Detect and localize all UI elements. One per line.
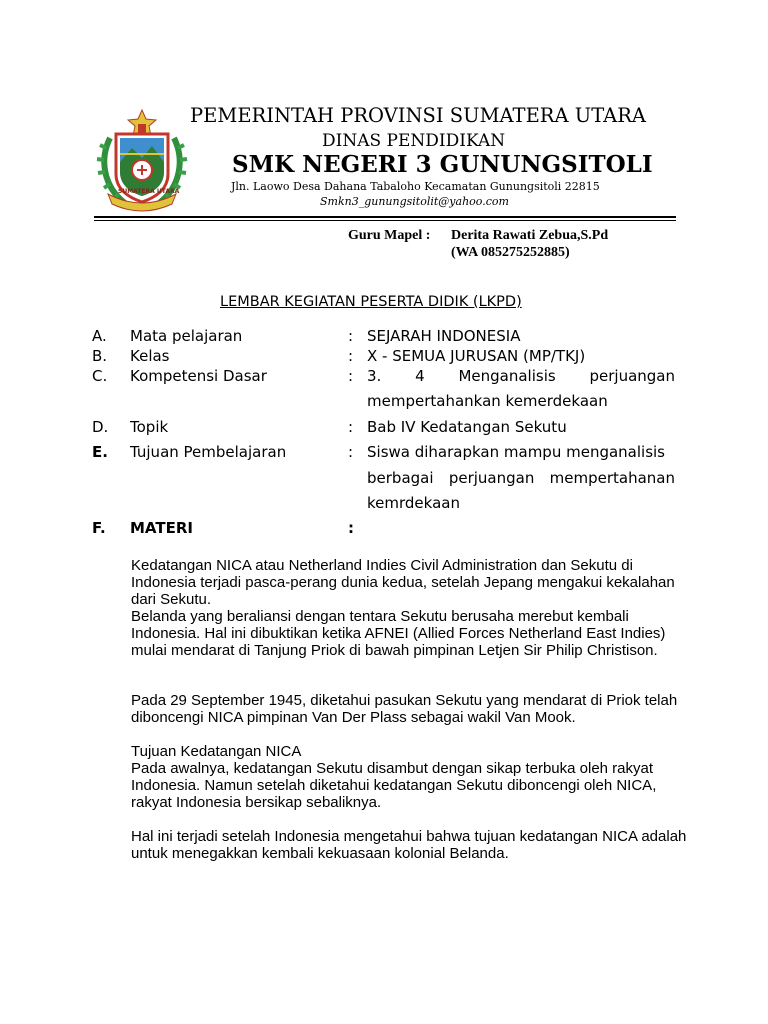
worksheet-title: LEMBAR KEGIATAN PESERTA DIDIK (LKPD) — [220, 294, 522, 310]
item-label: Tujuan Pembelajaran — [130, 443, 287, 461]
item-colon: : — [348, 347, 354, 365]
item-letter: A. — [92, 327, 107, 345]
letterhead-divider-thin — [94, 220, 676, 221]
materi-subheading: Tujuan Kedatangan NICA — [131, 743, 302, 760]
item-label: Mata pelajaran — [130, 327, 243, 345]
item-value: SEJARAH INDONESIA — [367, 327, 521, 345]
teacher-name: Derita Rawati Zebua,S.Pd — [451, 228, 609, 243]
item-label: Kompetensi Dasar — [130, 367, 267, 385]
item-label: MATERI — [130, 519, 193, 537]
teacher-label: Guru Mapel : — [348, 228, 431, 243]
school-address: Jln. Laowo Desa Dahana Tabaloho Kecamatan Gunungsitoli 22815 — [231, 180, 600, 193]
item-value: Siswa diharapkan mampu menganalisis — [367, 443, 665, 461]
item-letter: F. — [92, 519, 106, 537]
item-colon: : — [348, 327, 354, 345]
item-letter: E. — [92, 443, 108, 461]
item-colon: : — [348, 367, 354, 385]
item-colon: : — [348, 443, 354, 461]
teacher-phone: (WA 085275252885) — [451, 245, 570, 260]
item-value-line2: mempertahankan kemerdekaan — [367, 392, 608, 410]
item-value-line3: kemrdekaan — [367, 494, 460, 512]
item-value-line2: berbagai perjuangan mempertahanan — [367, 469, 675, 487]
government-name: PEMERINTAH PROVINSI SUMATERA UTARA — [190, 104, 646, 127]
materi-paragraph: Pada awalnya, kedatangan Sekutu disambut dengan sikap terbuka oleh rakyat Indonesia. Namun setelah diketahui kedatangan Sekutu diboncengi oleh NICA, rakyat Indonesia bersikap sebaliknya. — [131, 760, 657, 811]
item-colon: : — [348, 519, 354, 537]
school-email: Smkn3_gunungsitolit@yahoo.com — [320, 195, 509, 208]
materi-paragraph: Kedatangan NICA atau Netherland Indies Civil Administration dan Sekutu di Indonesia terjadi pasca-perang dunia kedua, setelah Jepang mengakui kekalahan dari Sekutu. — [131, 557, 675, 608]
item-colon: : — [348, 418, 354, 436]
materi-paragraph: Belanda yang beraliansi dengan tentara Sekutu berusaha merebut kembali Indonesia. Hal ini dibuktikan ketika AFNEI (Allied Forces Netherland East Indies) mulai mendarat di Tanjung Priok di bawah pimpinan Letjen Sir Philip Christison. — [131, 608, 666, 659]
school-name: SMK NEGERI 3 GUNUNGSITOLI — [232, 151, 653, 178]
item-letter: C. — [92, 367, 108, 385]
school-logo — [96, 108, 188, 212]
item-letter: B. — [92, 347, 108, 365]
item-value: 3. 4 Menganalisis perjuangan — [367, 367, 675, 385]
item-value: Bab IV Kedatangan Sekutu — [367, 418, 567, 436]
letterhead-divider — [94, 216, 676, 218]
item-label: Topik — [130, 418, 169, 436]
agency-name: DINAS PENDIDIKAN — [322, 131, 506, 151]
item-letter: D. — [92, 418, 109, 436]
materi-paragraph: Hal ini terjadi setelah Indonesia mengetahui bahwa tujuan kedatangan NICA adalah untuk menegakkan kembali kekuasaan kolonial Belanda. — [131, 828, 687, 862]
item-label: Kelas — [130, 347, 170, 365]
logo-text: SUMATERA UTARA — [118, 188, 180, 195]
item-value: X - SEMUA JURUSAN (MP/TKJ) — [367, 347, 586, 365]
crest-icon — [96, 108, 188, 212]
materi-paragraph: Pada 29 September 1945, diketahui pasukan Sekutu yang mendarat di Priok telah diboncengi NICA pimpinan Van Der Plass sebagai wakil Van Mook. — [131, 692, 678, 726]
